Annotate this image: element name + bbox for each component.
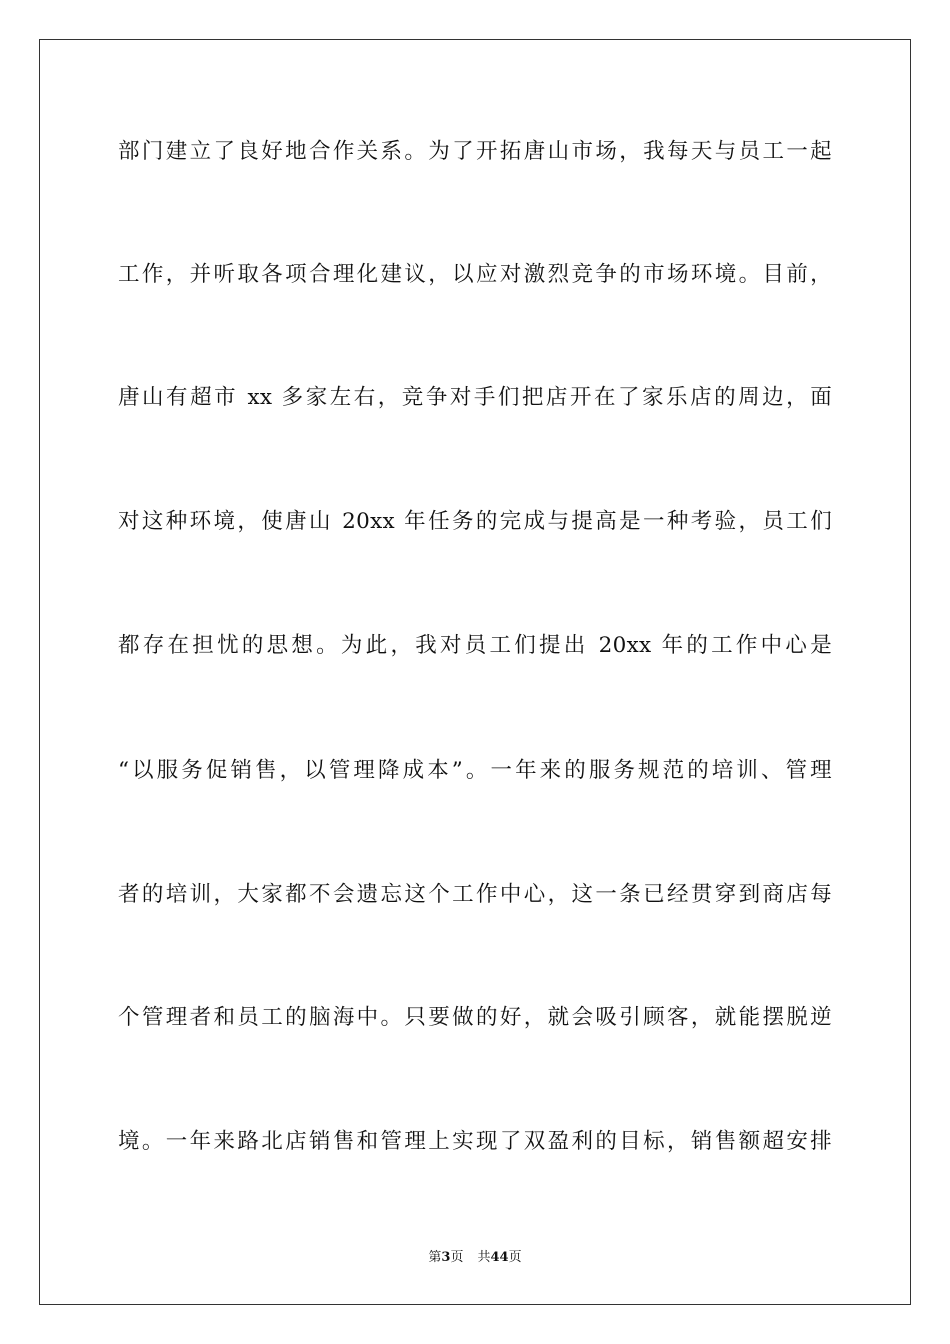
page-footer [0,1246,950,1265]
total-pages: 44 [490,1250,509,1265]
body-line-9: 境。一年来路北店销售和管理上实现了双盈利的目标，销售额超安排 [118,1129,832,1154]
body-line-7: 者的培训，大家都不会遗忘这个工作中心，这一条已经贯穿到商店每 [118,882,832,907]
body-line-4: 对这种环境，使唐山 20xx 年任务的完成与提高是一种考验，员工们 [118,509,832,534]
page-border [39,39,911,1305]
body-line-6: “以服务促销售，以管理降成本”。一年来的服务规范的培训、管理 [118,758,832,783]
page-label-prefix: 第 [428,1250,442,1265]
body-line-8: 个管理者和员工的脑海中。只要做的好，就会吸引顾客，就能摆脱逆 [118,1005,832,1030]
page-label-suffix: 页 [450,1250,464,1265]
body-line-5: 都存在担忧的思想。为此，我对员工们提出 20xx 年的工作中心是 [118,633,832,658]
page-number: 3 [441,1250,451,1265]
body-line-3: 唐山有超市 xx 多家左右，竞争对手们把店开在了家乐店的周边，面 [118,385,832,410]
body-line-1: 部门建立了良好地合作关系。为了开拓唐山市场，我每天与员工一起 [118,139,832,164]
body-line-2: 工作，并听取各项合理化建议，以应对激烈竞争的市场环境。目前， [118,262,832,287]
total-label-suffix: 页 [508,1250,522,1265]
total-label-prefix: 共 [477,1250,491,1265]
